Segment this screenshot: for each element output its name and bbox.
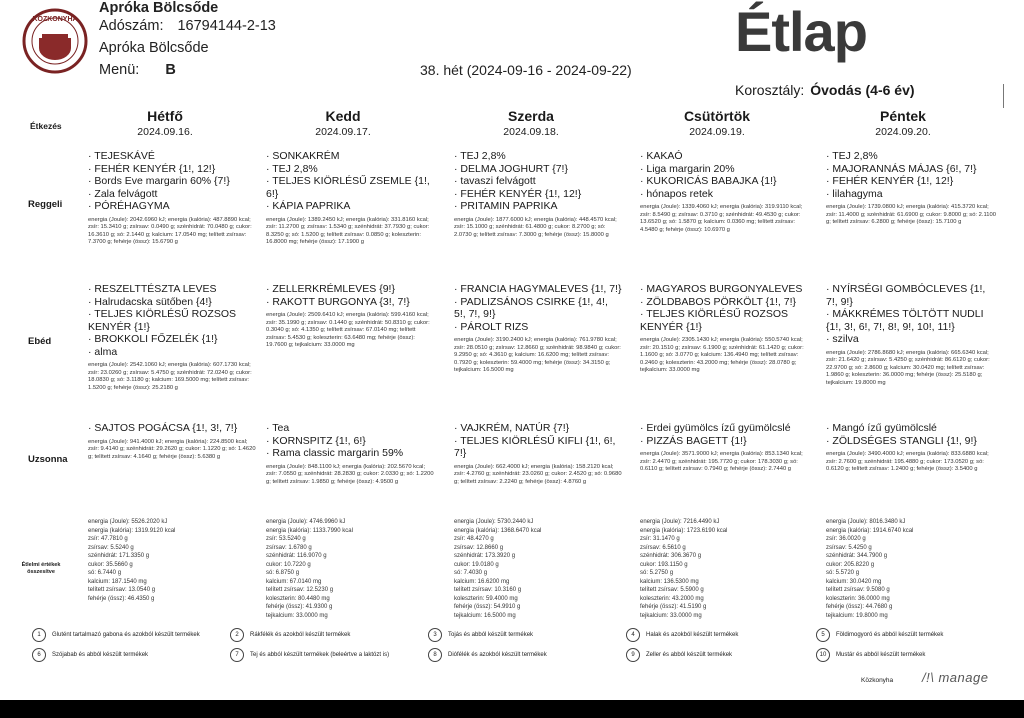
allergen-text: Tej és abból készült termékek (beleértve a laktózt is) (250, 652, 390, 658)
header-divider (1003, 84, 1004, 108)
nutrition-info: energia (Joule): 2509.6410 kJ; energia (kalória): 599.4160 kcal; zsír: 35.1990 g; zsírsav: 0.1440 g; szénhidrát: 50.8310 g; cukor: 0.3040 g; só: 4.1350 g; telített zsírsav: 67.0140 mg; telített zsírsav: 5.4530 g; koleszterin: 63.6480 mg; fehérje (össz): 19.7600 g; tejkalcium: 33.0000 mg (266, 312, 430, 349)
menu-label: Menü: (99, 62, 140, 78)
dish-item: · tavaszi felvágott (454, 175, 536, 187)
menu-indicator (99, 62, 176, 78)
day-date: 2024.09.20. (875, 126, 931, 138)
nutrition-info: energia (Joule): 3190.2400 kJ; energia (kalória): 761.9780 kcal; zsír: 28.0510 g; zsírsav: 12.8660 g; szénhidrát: 98.9840 g; cukor: 9.2950 g; só: 4.3610 g; kalcium: 16.6200 mg; telített zsírsav: 0.7920 g; koleszterin: 59.4000 mg; fehérje (össz): 34.3150 g; tejkalcium: 16.5000 mg (454, 337, 621, 374)
dish-item: · Liga margarin 20% (640, 162, 735, 175)
dish-item: · KAKAÓ (640, 150, 683, 162)
allergen-number-icon: 5 (816, 628, 830, 642)
nutrition-info: energia (Joule): 941.4000 kJ; energia (kalória): 224.8500 kcal; zsír: 9.4140 g; szénhidrát: 29.2620 g; cukor: 1.1220 g; só: 1.4620 g; telített zsírsav: 4.1640 g; fehérje (össz): 5.6380 g (88, 438, 256, 460)
allergen-text: Zeller és abból készült termékek (646, 652, 733, 658)
nutrition-info: energia (Joule): 1739.0800 kJ; energia (kalória): 415.3720 kcal; zsír: 11.4000 g; szénhidrát: 61.6900 g; cukor: 9.8000 g; só: 2.1100 g; telített zsírsav: 6.2800 g; fehérje (össz): 15.7100 g (826, 204, 996, 226)
dish-item: · Erdei gyümölcs ízű gyümölcslé (640, 422, 791, 434)
dish-item: · FEHÉR KENYÉR {1!, 12!} (826, 175, 954, 187)
menu-cell-lunch (88, 283, 258, 392)
dish-item: · TEJ 2,8% (454, 150, 506, 162)
menu-cell-lunch (826, 283, 996, 387)
dish-item: · alma (88, 345, 118, 358)
dish-item: · lilahagyma (826, 187, 883, 200)
dish-item: 5!, 7!, 9!} (454, 308, 496, 320)
institution-name: Apróka Bölcsőde (99, 0, 219, 16)
dish-item: · Mangó ízű gyümölcslé (826, 422, 937, 434)
allergen-text: Földimogyoró és abból készült termékek (836, 632, 944, 638)
allergen-legend-item (37, 631, 212, 639)
dish-item: · TELJES KIÖRLÉSŰ ROZSOS (88, 308, 237, 320)
dish-item: · Zala felvágott (88, 187, 158, 200)
dish-item: · FRANCIA HAGYMALEVES {1!, 7!} (454, 283, 622, 295)
dish-item: · SONKAKRÉM (266, 150, 340, 162)
dish-item: · Tea (266, 422, 290, 434)
allergen-text: Diófélék és azokból készült termékek (448, 652, 547, 658)
dish-item: · PADLIZSÁNOS CSIRKE {1!, 4!, (454, 295, 608, 308)
day-date: 2024.09.18. (503, 126, 559, 138)
daily-nutrition-total: energia (Joule): 4746.9960 kJ energia (kalória): 1133.7990 kcal zsír: 53.5240 g zsírsav: 1.6780 g szénhidrát: 116.9070 g cukor: 10.7220 g só: 6.8750 g kalcium: 67.0140 mg telített zsírsav: 12.5230 g koleszterin: 80.4480 mg fehérje (össz): 41.9300 g tejkalcium: 33.0000 mg (266, 519, 353, 619)
day-name: Kedd (325, 108, 361, 124)
nutrition-info: energia (Joule): 2042.6960 kJ; energia (kalória): 487.8890 kcal; zsír: 15.3410 g; zsírsav: 0.0490 g; szénhidrát: 70.0480 g; cukor: 16.3610 g; só: 2.1440 g; kalcium: 17.0540 mg; telített zsírsav: 7.3700 g; fehérje (össz): 15.6790 g (88, 216, 252, 246)
tax-number-label: Adószám: (99, 18, 164, 34)
allergen-legend-item (433, 651, 608, 659)
bottom-bar (0, 700, 1024, 718)
dish-item: · hónapos retek (640, 187, 713, 200)
dish-item: · RAKOTT BURGONYA {3!, 7!} (266, 295, 410, 308)
meal-column-header: Étkezés (30, 121, 62, 131)
allergen-legend-item (433, 631, 608, 639)
svg-text:KÖZKONYHA: KÖZKONYHA (32, 16, 78, 23)
nutrition-info: energia (Joule): 3490.4000 kJ; energia (kalória): 833.6880 kcal; zsír: 2.7600 g; szénhidrát: 195.4880 g; cukor: 173.0520 g; só: 0.6120 g; telített zsírsav: 1.2400 g; fehérje (össz): 3.5400 g (826, 451, 989, 473)
dish-item: · TELJES KIÖRLÉSŰ KIFLI {1!, 6!, (454, 434, 616, 447)
meal-label-snack: Uzsonna (28, 454, 68, 465)
dish-item: · FEHÉR KENYÉR {1!, 12!} (454, 187, 582, 200)
allergen-number-icon: 8 (428, 648, 442, 662)
dish-item: · FEHÉR KENYÉR {1!, 12!} (88, 162, 216, 175)
dish-item: · TEJ 2,8% (266, 162, 318, 175)
tax-number-value: 16794144-2-13 (177, 18, 276, 34)
menu-cell-snack (640, 422, 810, 474)
dish-item: · NYÍRSÉGI GOMBÓCLEVES {1!, (826, 283, 986, 295)
dish-item: · szilva (826, 333, 859, 345)
dish-item: KENYÉR {1!} (640, 320, 702, 333)
menu-value: B (165, 62, 176, 78)
day-name: Csütörtök (683, 108, 751, 124)
dish-item: 6!} (266, 187, 279, 200)
menu-cell-breakfast (454, 150, 624, 239)
day-date: 2024.09.16. (137, 126, 193, 138)
daily-nutrition-total: energia (Joule): 8016.3480 kJ energia (kalória): 1914.6740 kcal zsír: 36.0020 g zsírsav: 5.4250 g szénhidrát: 344.7900 g cukor: 205.8220 g só: 5.5720 g kalcium: 30.0420 mg telített zsírsav: 9.5080 g koleszterin: 36.0000 mg fehérje (össz): 44.7680 g tejkalcium: 19.8000 mg (826, 519, 914, 619)
dish-item: · PIZZÁS BAGETT {1!} (640, 434, 747, 447)
footer-label: Közkonyha (861, 677, 894, 684)
dish-item: · Rama classic margarin 59% (266, 447, 404, 459)
meal-label-breakfast: Reggeli (28, 199, 63, 210)
day-name: Szerda (508, 108, 554, 124)
dish-item: KENYÉR {1!} (88, 320, 150, 333)
dish-item: · Halrudacska sütőben {4!} (88, 295, 212, 308)
dish-item: · KÁPIA PAPRIKA (266, 200, 351, 212)
allergen-text: Tojás és abból készült termékek (448, 632, 534, 638)
dish-item: · TELJES KIÖRLÉSŰ ROZSOS (640, 308, 789, 320)
dish-item: · TEJESKÁVÉ (88, 150, 155, 162)
allergen-number-icon: 2 (230, 628, 244, 642)
allergen-legend-item (631, 631, 806, 639)
allergen-legend-item (235, 651, 410, 659)
menu-cell-lunch (454, 283, 624, 375)
menu-cell-snack (826, 422, 996, 474)
age-group-label: Korosztály: (735, 82, 805, 98)
menu-cell-breakfast (826, 150, 996, 227)
allergen-legend-item (235, 631, 410, 639)
tax-number (99, 18, 276, 34)
dish-item: · SAJTOS POGÁCSA {1!, 3!, 7!} (88, 422, 238, 434)
daily-nutrition-total: energia (Joule): 7216.4490 kJ energia (kalória): 1723.6190 kcal zsír: 31.1470 g zsírsav: 6.5610 g szénhidrát: 306.3670 g cukor: 193.1150 g só: 5.2750 g kalcium: 136.5300 mg telített zsírsav: 5.5900 g koleszterin: 43.2000 mg fehérje (össz): 41.5190 g tejkalcium: 33.0000 mg (640, 519, 728, 619)
allergen-number-icon: 7 (230, 648, 244, 662)
dish-item: · BROKKOLI FŐZELÉK {1!} (88, 333, 218, 345)
dish-item: · PÓRÉHAGYMA (88, 200, 170, 212)
meal-label-lunch: Ebéd (28, 336, 52, 347)
nutrition-info: energia (Joule): 2542.1060 kJ; energia (kalória): 607.1730 kcal; zsír: 23.0260 g; zsírsav: 5.4750 g; szénhidrát: 72.0240 g; cukor: 18.0830 g; só: 3.1180 g; kalcium: 169.5000 mg; telített zsírsav: 1.5200 g; fehérje (össz): 25.2180 g (88, 362, 252, 391)
allergen-legend-item (631, 651, 806, 659)
menu-cell-lunch (640, 283, 810, 375)
allergen-number-icon: 10 (816, 648, 830, 662)
dish-item: · ZÖLDBABOS PÖRKÖLT {1!, 7!} (640, 295, 797, 308)
dish-item: · KUKORICÁS BABAJKA {1!} (640, 175, 777, 187)
dish-item: · VAJKRÉM, NATÚR {7!} (454, 422, 570, 434)
menu-cell-snack (266, 422, 436, 486)
allergen-number-icon: 6 (32, 648, 46, 662)
day-name: Hétfő (147, 108, 183, 124)
kozkonyha-logo (22, 8, 88, 74)
nutrition-info: energia (Joule): 2305.1430 kJ; energia (kalória): 550.5740 kcal; zsír: 20.1510 g; zsírsav: 6.1900 g; szénhidrát: 61.1420 g; cukor: 1.1600 g; só: 3.0770 g; kalcium: 136.4940 mg; telített zsírsav: 0.2460 g; koleszterin: 43.2000 mg; fehérje (össz): 28.0780 g; tejkalcium: 33.0000 mg (640, 337, 804, 374)
nutrition-info: energia (Joule): 2786.8680 kJ; energia (kalória): 665.6340 kcal; zsír: 21.6420 g; zsírsav: 5.4250 g; szénhidrát: 86.6120 g; cukor: 22.9700 g; só: 2.8600 g; kalcium: 30.0420 mg; telített zsírsav: 1.9860 g; koleszterin: 36.0000 mg; fehérje (össz): 25.5180 g; tejkalcium: 19.8000 mg (826, 349, 990, 386)
dish-item: · Bords Eve margarin 60% {7!} (88, 175, 230, 187)
menu-cell-snack (454, 422, 624, 486)
menu-cell-breakfast (266, 150, 436, 247)
dish-item: · MÁKKRÉMES TÖLTÖTT NUDLI (826, 308, 984, 320)
dish-item: · PÁROLT RIZS (454, 320, 529, 333)
allergen-text: Rákfélék és azokból készült termékek (250, 632, 351, 638)
dish-item: · RESZELTTÉSZTA LEVES (88, 283, 217, 295)
dish-item: · TELJES KIÖRLÉSŰ ZSEMLE {1!, (266, 175, 430, 187)
dish-item: {1!, 3!, 6!, 7!, 8!, 9!, 10!, 11!} (826, 320, 955, 333)
dish-item: · KORNSPITZ {1!, 6!} (266, 434, 366, 447)
menu-cell-snack (88, 422, 258, 461)
allergen-number-icon: 1 (32, 628, 46, 642)
dish-item: · PRITAMIN PAPRIKA (454, 200, 558, 212)
allergen-text: Mustár és abból készült termékek (836, 652, 926, 658)
allergen-legend-item (37, 651, 212, 659)
dish-item: · MAGYAROS BURGONYALEVES (640, 283, 803, 295)
dish-item: · MAJORANNÁS MÁJAS {6!, 7!} (826, 162, 977, 175)
dish-item: 7!, 9!} (826, 295, 853, 308)
nutrition-info: energia (Joule): 848.1100 kJ; energia (kalória): 202.5670 kcal; zsír: 7.0550 g; szénhidrát: 28.2830 g; cukor: 2.0330 g; só: 1.2200 g; telített zsírsav: 1.9850 g; fehérje (össz): 4.9500 g (266, 463, 434, 485)
nutrition-info: energia (Joule): 3571.9000 kJ; energia (kalória): 853.1340 kcal; zsír: 2.4470 g; szénhidrát: 195.7720 g; cukor: 178.3030 g; só: 0.6110 g; telített zsírsav: 0.7940 g; fehérje (össz): 2.7440 g (640, 451, 803, 473)
nutrition-info: energia (Joule): 662.4000 kJ; energia (kalória): 158.2120 kcal; zsír: 4.2760 g; szénhidrát: 23.0260 g; cukor: 2.4520 g; só: 0.9680 g; telített zsírsav: 2.2240 g; fehérje (össz): 4.8760 g (454, 463, 622, 485)
week-range: 38. hét (2024-09-16 - 2024-09-22) (420, 62, 632, 78)
allergen-number-icon: 4 (626, 628, 640, 642)
menu-cell-lunch (266, 283, 436, 350)
allergen-legend-item (819, 651, 996, 659)
daily-nutrition-total: energia (Joule): 5730.2440 kJ energia (kalória): 1368.6470 kcal zsír: 48.4270 g zsírsav: 12.8660 g szénhidrát: 173.3920 g cukor: 19.0180 g só: 7.4030 g kalcium: 16.6200 mg telített zsírsav: 10.3160 g koleszterin: 59.4000 mg fehérje (össz): 54.9910 g tejkalcium: 16.5000 mg (454, 519, 542, 619)
allergen-number-icon: 9 (626, 648, 640, 662)
dish-item: · ZÖLDSÉGES STANGLI {1!, 9!} (826, 434, 977, 447)
dish-item: · DELMA JOGHURT {7!} (454, 162, 568, 175)
page-title: Étlap (735, 0, 867, 63)
allergen-text: Szójabab és abból készült termékek (52, 652, 149, 658)
day-name: Péntek (880, 108, 926, 124)
allergen-text: Halak és azokból készült termékek (646, 632, 739, 638)
nutrition-info: energia (Joule): 1339.4060 kJ; energia (kalória): 319.9110 kcal; zsír: 8.5490 g; zsírsav: 0.3710 g; szénhidrát: 49.4530 g; cukor: 13.6520 g; só: 1.5870 g; kalcium: 0.0360 mg; telített zsírsav: 4.5480 g; fehérje (össz): 10.6970 g (640, 204, 803, 233)
dish-item: · TEJ 2,8% (826, 150, 878, 162)
allergen-legend-item (821, 631, 996, 639)
daily-nutrition-total: energia (Joule): 5526.2020 kJ energia (kalória): 1319.9120 kcal zsír: 47.7810 g zsírsav: 5.5240 g szénhidrát: 171.3350 g cukor: 35.5660 g só: 6.7440 g kalcium: 187.1540 mg telített zsírsav: 13.0540 g fehérje (össz): 46.4350 g (88, 519, 176, 602)
dish-item: · ZELLERKRÉMLEVES {9!} (266, 283, 395, 295)
day-date: 2024.09.17. (315, 126, 371, 138)
dish-item: 7!} (454, 447, 467, 459)
allergen-text: Glutént tartalmazó gabona és azokból készült termékek (52, 632, 200, 638)
institution-name-secondary: Apróka Bölcsőde (99, 40, 209, 56)
allergen-number-icon: 3 (428, 628, 442, 642)
age-group (735, 82, 915, 98)
menu-cell-breakfast (640, 150, 810, 234)
menu-cell-breakfast (88, 150, 258, 247)
nutrition-info: energia (Joule): 1389.2450 kJ; energia (kalória): 331.8160 kcal; zsír: 11.2700 g; zsírsav: 1.5340 g; szénhidrát: 37.7930 g; cukor: 8.3250 g; só: 1.5200 g; telített zsírsav: 0.0850 g; koleszterin: 16.8000 mg; fehérje (össz): 17.1900 g (266, 216, 430, 246)
totals-label: Étlelmi értékek összesítve (21, 562, 61, 575)
nutrition-info: energia (Joule): 1877.6000 kJ; energia (kalória): 448.4570 kcal; zsír: 15.1000 g; szénhidrát: 61.4800 g; cukor: 8.2700 g; só: 2.0730 g; telített zsírsav: 7.3000 g; fehérje (össz): 15.8000 g (454, 216, 617, 238)
manage-logo: /!\ manage (922, 670, 989, 685)
day-date: 2024.09.19. (689, 126, 745, 138)
age-group-value: Óvodás (4-6 év) (810, 82, 915, 98)
